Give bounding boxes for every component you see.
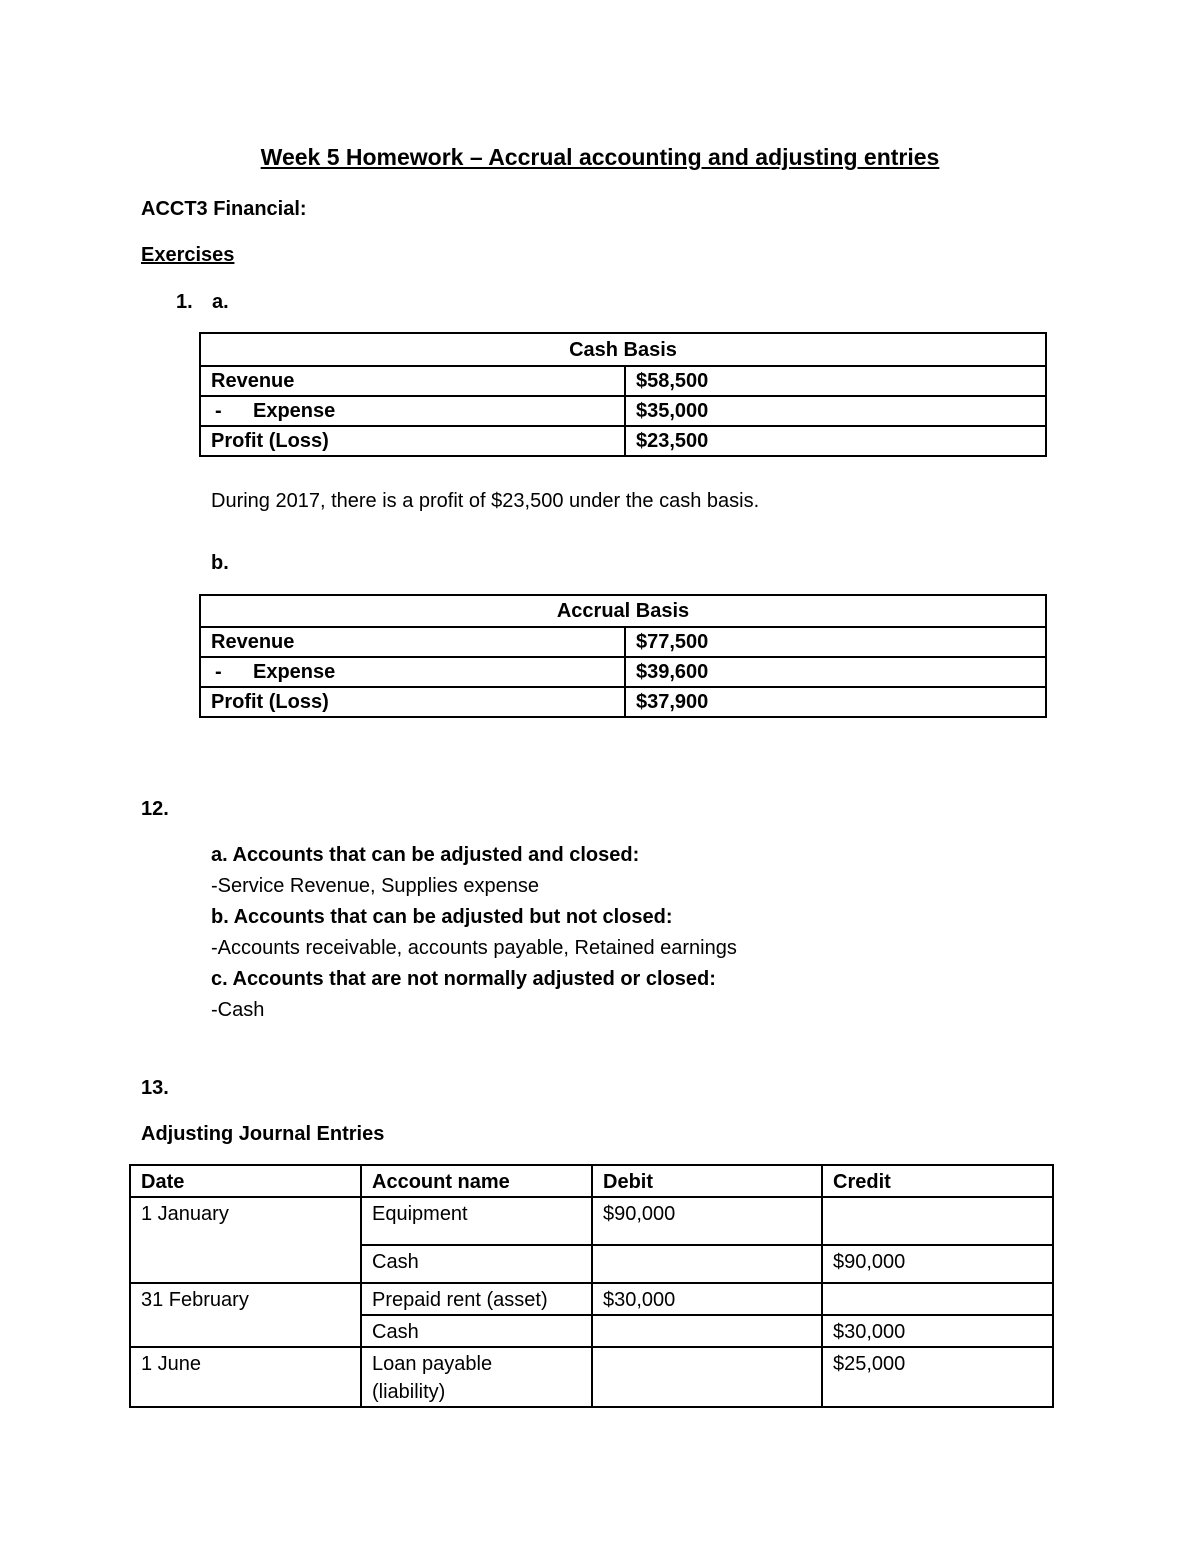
debit-cell: $90,000 <box>592 1197 822 1245</box>
row-label: Expense <box>253 400 336 422</box>
question-13-number: 13. <box>141 1077 169 1099</box>
course-label: ACCT3 Financial: <box>141 198 307 220</box>
q12-a-items: -Service Revenue, Supplies expense <box>211 875 539 897</box>
col-header-credit: Credit <box>822 1165 1053 1197</box>
adjusting-journal-table <box>129 1164 1054 1408</box>
row-value: $39,600 <box>625 657 1046 687</box>
q12-b-heading: b. Accounts that can be adjusted but not closed: <box>211 906 673 928</box>
account-cell: Cash <box>361 1315 592 1347</box>
account-cell <box>361 1347 592 1407</box>
credit-cell <box>822 1197 1053 1245</box>
page-title: Week 5 Homework – Accrual accounting and adjusting entries <box>260 144 940 170</box>
table-row <box>200 396 1046 426</box>
debit-cell: $30,000 <box>592 1283 822 1315</box>
row-label-cell <box>200 396 625 426</box>
q12-b-items: -Accounts receivable, accounts payable, Retained earnings <box>211 937 737 959</box>
col-header-date: Date <box>130 1165 361 1197</box>
row-label-cell <box>200 657 625 687</box>
debit-cell <box>592 1315 822 1347</box>
debit-cell <box>592 1245 822 1283</box>
question-1-number: 1. <box>176 291 193 313</box>
account-line-1: Loan payable <box>372 1353 493 1375</box>
row-label: Revenue <box>200 366 625 396</box>
minus-sign: - <box>215 661 222 683</box>
cash-basis-table <box>199 332 1047 457</box>
col-header-debit: Debit <box>592 1165 822 1197</box>
account-line-2: (liability) <box>372 1381 446 1403</box>
credit-cell: $30,000 <box>822 1315 1053 1347</box>
row-value: $58,500 <box>625 366 1046 396</box>
table-row <box>200 627 1046 657</box>
accrual-basis-heading: Accrual Basis <box>200 595 1046 627</box>
q12-a-heading: a. Accounts that can be adjusted and closed: <box>211 844 640 866</box>
cash-basis-heading: Cash Basis <box>200 333 1046 366</box>
table-header-row <box>130 1165 1053 1197</box>
row-value: $35,000 <box>625 396 1046 426</box>
date-cell: 31 February <box>130 1283 361 1347</box>
q12-c-items: -Cash <box>211 999 265 1021</box>
q12-c-heading: c. Accounts that are not normally adjusted or closed: <box>211 968 716 990</box>
debit-cell <box>592 1347 822 1407</box>
row-label: Revenue <box>200 627 625 657</box>
table-row <box>200 657 1046 687</box>
credit-cell <box>822 1283 1053 1315</box>
row-value: $77,500 <box>625 627 1046 657</box>
row-label: Profit (Loss) <box>200 426 625 456</box>
table-row <box>130 1347 1053 1407</box>
table-row <box>200 687 1046 717</box>
question-12-number: 12. <box>141 798 169 820</box>
question-1-part-b: b. <box>211 552 229 574</box>
row-value: $37,900 <box>625 687 1046 717</box>
account-cell: Prepaid rent (asset) <box>361 1283 592 1315</box>
row-value: $23,500 <box>625 426 1046 456</box>
account-cell: Cash <box>361 1245 592 1283</box>
account-cell: Equipment <box>361 1197 592 1245</box>
credit-cell: $90,000 <box>822 1245 1053 1283</box>
col-header-account: Account name <box>361 1165 592 1197</box>
minus-sign: - <box>215 400 222 422</box>
journal-heading: Adjusting Journal Entries <box>141 1123 385 1145</box>
table-row <box>130 1283 1053 1315</box>
credit-cell: $25,000 <box>822 1347 1053 1407</box>
row-label: Expense <box>253 661 336 683</box>
cash-basis-note: During 2017, there is a profit of $23,500 under the cash basis. <box>211 490 760 512</box>
table-row <box>130 1197 1053 1245</box>
table-row <box>200 366 1046 396</box>
table-row <box>200 426 1046 456</box>
row-label: Profit (Loss) <box>200 687 625 717</box>
question-1-part-a: a. <box>212 291 229 313</box>
date-cell: 1 January <box>130 1197 361 1283</box>
accrual-basis-table <box>199 594 1047 718</box>
date-cell: 1 June <box>130 1347 361 1407</box>
section-heading: Exercises <box>141 244 235 266</box>
